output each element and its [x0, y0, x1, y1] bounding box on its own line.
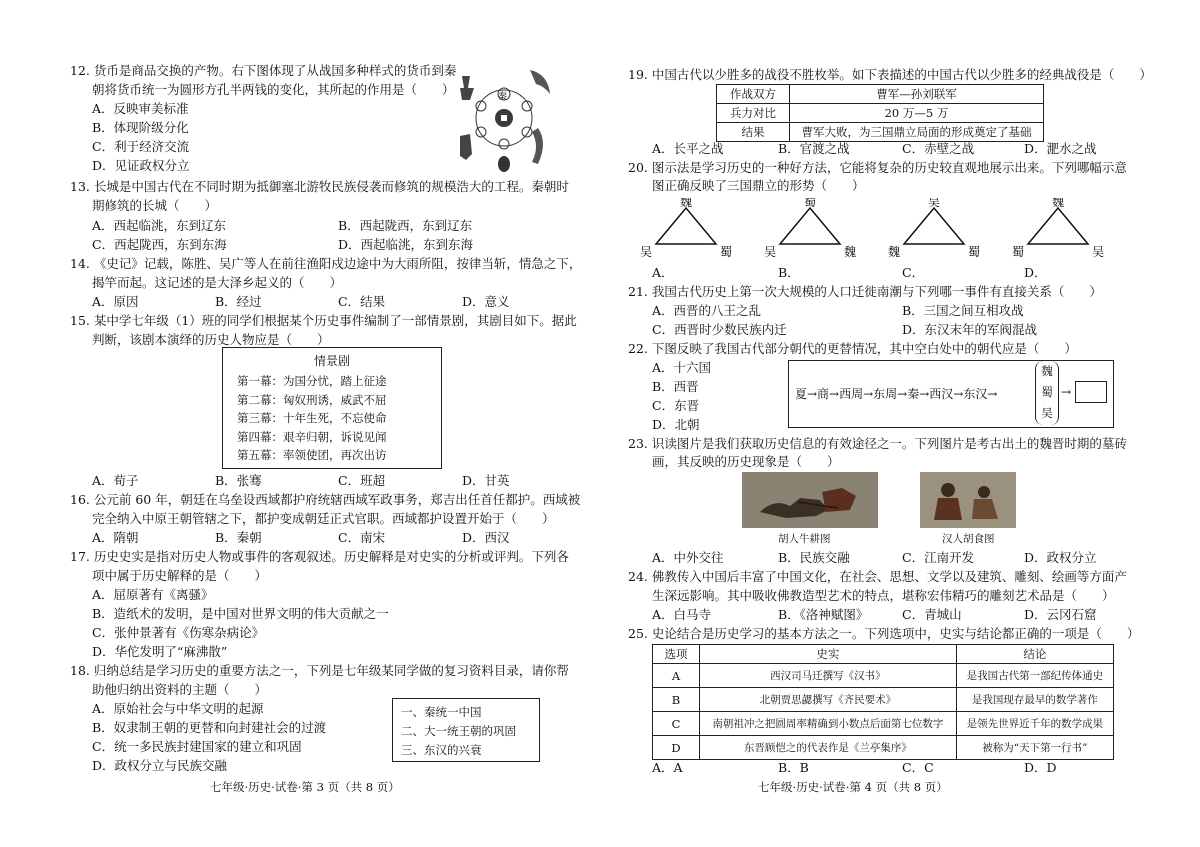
q19-table	[716, 84, 1044, 142]
triangle-label-left: 蜀	[1012, 245, 1025, 259]
triangle-diagram-4	[1012, 198, 1104, 259]
triangle-label-right: 蜀	[720, 245, 733, 259]
q15-stem-1: 15. 某中学七年级（1）班的同学们根据某个历史事件编制了一部情景剧，其剧目如下。据此	[70, 313, 577, 328]
q23-option-d[interactable]: D．政权分立	[1024, 550, 1097, 565]
q21-option-d[interactable]: D．东汉末年的军阀混战	[902, 322, 1038, 337]
triangle-label-top: 吴	[928, 198, 941, 209]
q12-option-a[interactable]: A．反映审美标准	[92, 101, 189, 116]
act-1: 第一幕：为国分忧，踏上征途	[237, 374, 387, 388]
q21-option-a[interactable]: A．西晋的八王之乱	[652, 303, 762, 318]
q22-option-b[interactable]: B．西晋	[652, 379, 699, 394]
mural-caption-1: 胡人牛耕图	[778, 533, 831, 545]
q23-stem-2: 画，其反映的历史现象是（ ）	[652, 454, 840, 469]
outline-item-2: 二、大一统王朝的巩固	[401, 724, 516, 738]
act-2: 第二幕：匈奴刑诱，威武不屈	[237, 392, 387, 407]
q16-option-b[interactable]: B．秦朝	[215, 530, 262, 545]
q16-stem-2: 完全纳入中原王朝管辖之下，都护变成朝廷正式官职。西域都护设置开始于（ ）	[92, 511, 555, 526]
scene-play-acts	[237, 372, 387, 465]
triangle-shape	[904, 208, 964, 244]
q14-option-b[interactable]: B．经过	[215, 294, 262, 309]
table-cell: D	[653, 736, 700, 760]
q24-option-d[interactable]: D．云冈石窟	[1024, 607, 1097, 622]
q25-option-b[interactable]: B．B	[778, 760, 809, 775]
table-cell: 20 万—5 万	[790, 104, 1044, 123]
q21-option-b[interactable]: B．三国之间互相攻战	[902, 303, 1024, 318]
q23-option-a[interactable]: A．中外交往	[652, 550, 724, 565]
q13-stem-1: 13. 长城是中国古代在不同时期为抵御塞北游牧民族侵袭而修筑的规模浩大的工程。秦朝时	[70, 179, 569, 194]
q17-option-c[interactable]: C．张仲景著有《伤寒杂病论》	[92, 625, 265, 640]
table-cell: 西汉司马迁撰写《汉书》	[700, 664, 957, 688]
q20-option-d[interactable]: D．	[1024, 265, 1047, 280]
triangle-label-right: 魏	[844, 245, 857, 259]
triangle-label-left: 吴	[640, 245, 653, 259]
table-header-cell: 选项	[653, 645, 700, 664]
spade-coin-icon-2	[460, 134, 472, 160]
q12-option-c[interactable]: C．利于经济交流	[92, 139, 190, 154]
knife-coin-icon	[530, 70, 550, 94]
triangle-label-top: 蜀	[804, 198, 817, 209]
q14-stem-2: 揭竿而起。这记述的是大泽乡起义的（ ）	[92, 275, 343, 290]
scene-play-title: 情景剧	[313, 354, 350, 368]
q16-option-d[interactable]: D．西汉	[462, 530, 510, 545]
q16-option-c[interactable]: C．南宋	[338, 530, 386, 545]
q18-option-c[interactable]: C．统一多民族封建国家的建立和巩固	[92, 739, 302, 754]
q25-stem-1: 25. 史论结合是历史学习的基本方法之一。下列选项中，史实与结论都正确的一项是（ ）	[628, 626, 1140, 641]
triangle-shape	[780, 208, 840, 244]
q16-stem-1: 16. 公元前 60 年，朝廷在乌垒设西域都护府统辖西域军政事务，郑吉出任首任都护。西域被	[70, 492, 581, 507]
triangle-shape	[1028, 208, 1088, 244]
triangle-label-right: 吴	[1092, 245, 1105, 259]
q22-option-a[interactable]: A．十六国	[652, 360, 712, 375]
spade-coin-icon	[460, 76, 474, 100]
q22-stem-1: 22. 下图反映了我国古代部分朝代的更替情况，其中空白处中的朝代应是（ ）	[628, 341, 1077, 356]
q19-option-b[interactable]: B．官渡之战	[778, 141, 850, 156]
triangle-label-right: 蜀	[968, 245, 981, 259]
table-row	[717, 104, 1044, 123]
hu-ox-plowing-mural	[742, 472, 878, 528]
q20-option-b[interactable]: B．	[778, 265, 800, 280]
table-cell: 南朝祖冲之把圆周率精确到小数点后面第七位数字	[700, 712, 957, 736]
q18-option-d[interactable]: D．政权分立与民族交融	[92, 758, 228, 773]
chain-arrow: →	[1061, 385, 1072, 399]
outline-item-3: 三、东汉的兴衰	[401, 743, 482, 757]
act-4: 第四幕：艰辛归朝，诉说见闻	[237, 429, 387, 444]
q25-table	[652, 644, 1114, 760]
kingdom-shu: 蜀	[1041, 385, 1053, 399]
page-footer-left: 七年级·历史·试卷·第 3 页（共 8 页）	[210, 780, 400, 794]
ant-nose-coin-icon	[498, 156, 510, 172]
table-cell: 是领先世界近千年的数学成果	[956, 712, 1113, 736]
table-cell: 北朝贾思勰撰写《齐民要术》	[700, 688, 957, 712]
q17-option-b[interactable]: B．造纸术的发明，是中国对世界文明的伟大贡献之一	[92, 606, 389, 621]
q12-stem-2: 朝将货币统一为圆形方孔半两钱的变化，其所起的作用是（ ）	[92, 82, 455, 97]
kingdom-wei: 魏	[1041, 364, 1053, 378]
q14-option-d[interactable]: D．意义	[462, 294, 510, 309]
table-row	[653, 712, 1114, 736]
triangle-shape	[656, 208, 716, 244]
table-row	[717, 123, 1044, 142]
q20-option-a[interactable]: A．	[652, 265, 674, 280]
q13-option-d[interactable]: D．西起临洮，东到东海	[338, 237, 474, 252]
q20-option-c[interactable]: C．	[902, 265, 925, 280]
q23-option-c[interactable]: C．江南开发	[902, 550, 975, 565]
q23-option-b[interactable]: B．民族交融	[778, 550, 850, 565]
q17-option-d[interactable]: D．华佗发明了“麻沸散”	[92, 644, 228, 659]
table-header-row	[653, 645, 1114, 664]
q18-option-b[interactable]: B．奴隶制王朝的更替和向封建社会的过渡	[92, 720, 327, 735]
q13-option-b[interactable]: B．西起陇西，东到辽东	[338, 218, 473, 233]
q15-option-d[interactable]: D．甘英	[462, 473, 510, 488]
dynasty-chain-box	[788, 360, 1114, 428]
q13-option-c[interactable]: C．西起陇西，东到东海	[92, 237, 227, 252]
q15-stem-2: 判断，该剧本演绎的历史人物应是（ ）	[92, 332, 330, 347]
q18-stem-1: 18. 归纳总结是学习历史的重要方法之一，下列是七年级某同学做的复习资料目录，请你帮	[70, 663, 569, 678]
table-cell: 曹军—孙刘联军	[790, 85, 1044, 104]
table-cell: 曹军大败，为三国鼎立局面的形成奠定了基础	[790, 123, 1044, 142]
table-cell: B	[653, 688, 700, 712]
q24-option-a[interactable]: A．白马寺	[652, 607, 712, 622]
triangle-diagram-2	[764, 198, 856, 259]
review-outline-box	[392, 698, 540, 762]
triangle-diagrams-svg	[628, 198, 1138, 260]
table-row	[653, 736, 1114, 760]
q18-option-a[interactable]: A．原始社会与中华文明的起源	[92, 701, 264, 716]
outline-item-1: 一、秦统一中国	[401, 705, 482, 719]
q14-option-c[interactable]: C．结果	[338, 294, 386, 309]
triangle-diagram-1	[640, 198, 732, 259]
table-cell: C	[653, 712, 700, 736]
q14-stem-1: 14. 《史记》记载，陈胜、吴广等人在前往渔阳戍边途中为大雨所阻，按律当斩，情急之下，	[70, 256, 582, 271]
q22-option-d[interactable]: D．北朝	[652, 417, 700, 432]
q21-stem-1: 21. 我国古代历史上第一次大规模的人口迁徙南潮与下列哪一事件有直接关系（ ）	[628, 284, 1102, 299]
q23-stem-1: 23. 识读图片是我们获取历史信息的有效途径之一。下列图片是考古出土的魏晋时期的墓砖	[628, 436, 1127, 451]
currency-illustration	[454, 66, 554, 174]
table-cell: 是我国古代第一部纪传体通史	[956, 664, 1113, 688]
q12-option-b[interactable]: B．体现阶级分化	[92, 120, 189, 135]
q16-option-a[interactable]: A．隋朝	[92, 530, 139, 545]
kingdom-wu: 吴	[1041, 406, 1053, 420]
table-header-cell: 结论	[956, 645, 1113, 664]
q12-option-d[interactable]: D．见证政权分立	[92, 158, 190, 173]
q15-option-b[interactable]: B．张骞	[215, 473, 262, 488]
table-cell: 是我国现存最早的数学著作	[956, 688, 1113, 712]
table-cell: A	[653, 664, 700, 688]
svg-text:秦: 秦	[498, 92, 508, 102]
table-cell: 东晋顾恺之的代表作是《兰亭集序》	[700, 736, 957, 760]
table-cell: 兵力对比	[717, 104, 790, 123]
q17-stem-1: 17. 历史史实是指对历史人物或事件的客观叙述。历史解释是对史实的分析或评判。下列各	[70, 549, 569, 564]
table-cell: 结果	[717, 123, 790, 142]
q25-option-c[interactable]: C．C	[902, 760, 934, 775]
han-hu-food-mural	[920, 472, 1016, 528]
q17-option-a[interactable]: A．屈原著有《离骚》	[92, 587, 214, 602]
q21-option-c[interactable]: C．西晋时少数民族内迁	[652, 322, 787, 337]
q19-option-c[interactable]: C．赤壁之战	[902, 141, 975, 156]
blank-answer-box	[1075, 381, 1107, 403]
table-header-cell: 史实	[700, 645, 957, 664]
q24-stem-2: 生深远影响。其中吸收佛教造型艺术的特点，堪称宏伟精巧的雕刻艺术品是（ ）	[652, 588, 1115, 603]
q19-option-d[interactable]: D．淝水之战	[1024, 141, 1097, 156]
three-kingdoms-diagrams	[628, 198, 1138, 260]
triangle-label-left: 吴	[764, 245, 777, 259]
triangle-label-left: 魏	[888, 245, 901, 259]
q25-option-a[interactable]: A．A	[652, 760, 683, 775]
q12-stem-1: 12. 货币是商品交换的产物。右下图体现了从战国多种样式的货币到秦	[70, 63, 457, 78]
table-cell: 被称为“天下第一行书”	[956, 736, 1113, 760]
table-cell: 作战双方	[717, 85, 790, 104]
q19-option-a[interactable]: A．长平之战	[652, 141, 724, 156]
q15-option-a[interactable]: A．荀子	[92, 473, 139, 488]
q24-option-b[interactable]: B．《洛神赋图》	[778, 607, 869, 622]
q13-option-a[interactable]: A．西起临洮，东到辽东	[92, 218, 227, 233]
triangle-label-top: 魏	[680, 198, 693, 209]
q22-option-c[interactable]: C．东晋	[652, 398, 700, 413]
q24-option-c[interactable]: C．青城山	[902, 607, 962, 622]
triangle-label-top: 魏	[1052, 198, 1065, 209]
q19-stem-1: 19. 中国古代以少胜多的战役不胜枚举。如下表描述的中国古代以少胜多的经典战役是（ ）	[628, 67, 1152, 82]
q25-option-d[interactable]: D．D	[1024, 760, 1057, 775]
q24-stem-1: 24. 佛教传入中国后丰富了中国文化，在社会、思想、文学以及建筑、雕刻、绘画等方面产	[628, 569, 1127, 584]
scene-play-box	[222, 347, 442, 469]
act-3: 第三幕：十年生死，不忘使命	[237, 411, 387, 425]
q15-option-c[interactable]: C．班超	[338, 473, 386, 488]
q18-stem-2: 助他归纳出资料的主题（ ）	[92, 682, 268, 697]
act-5: 第五幕：率领使团，再次出访	[237, 448, 387, 462]
q20-stem-2: 图正确反映了三国鼎立的形势（ ）	[652, 178, 865, 193]
triangle-diagram-3	[888, 198, 980, 259]
q13-stem-2: 期修筑的长城（ ）	[92, 198, 218, 213]
mural-caption-2: 汉人胡食图	[942, 533, 995, 545]
dynasty-chain: 夏→商→西周→东周→秦→西汉→东汉→	[795, 387, 998, 401]
page-footer-right: 七年级·历史·试卷·第 4 页（共 8 页）	[758, 780, 948, 794]
table-row	[653, 664, 1114, 688]
q17-stem-2: 项中属于历史解释的是（ ）	[92, 568, 268, 583]
knife-coin-icon-2	[532, 128, 543, 164]
q14-option-a[interactable]: A．原因	[92, 294, 139, 309]
table-row	[717, 85, 1044, 104]
q20-stem-1: 20. 图示法是学习历史的一种好方法，它能将复杂的历史较直观地展示出来。下列哪幅示意	[628, 160, 1127, 175]
three-kingdoms-brace	[1035, 361, 1059, 425]
table-row	[653, 688, 1114, 712]
